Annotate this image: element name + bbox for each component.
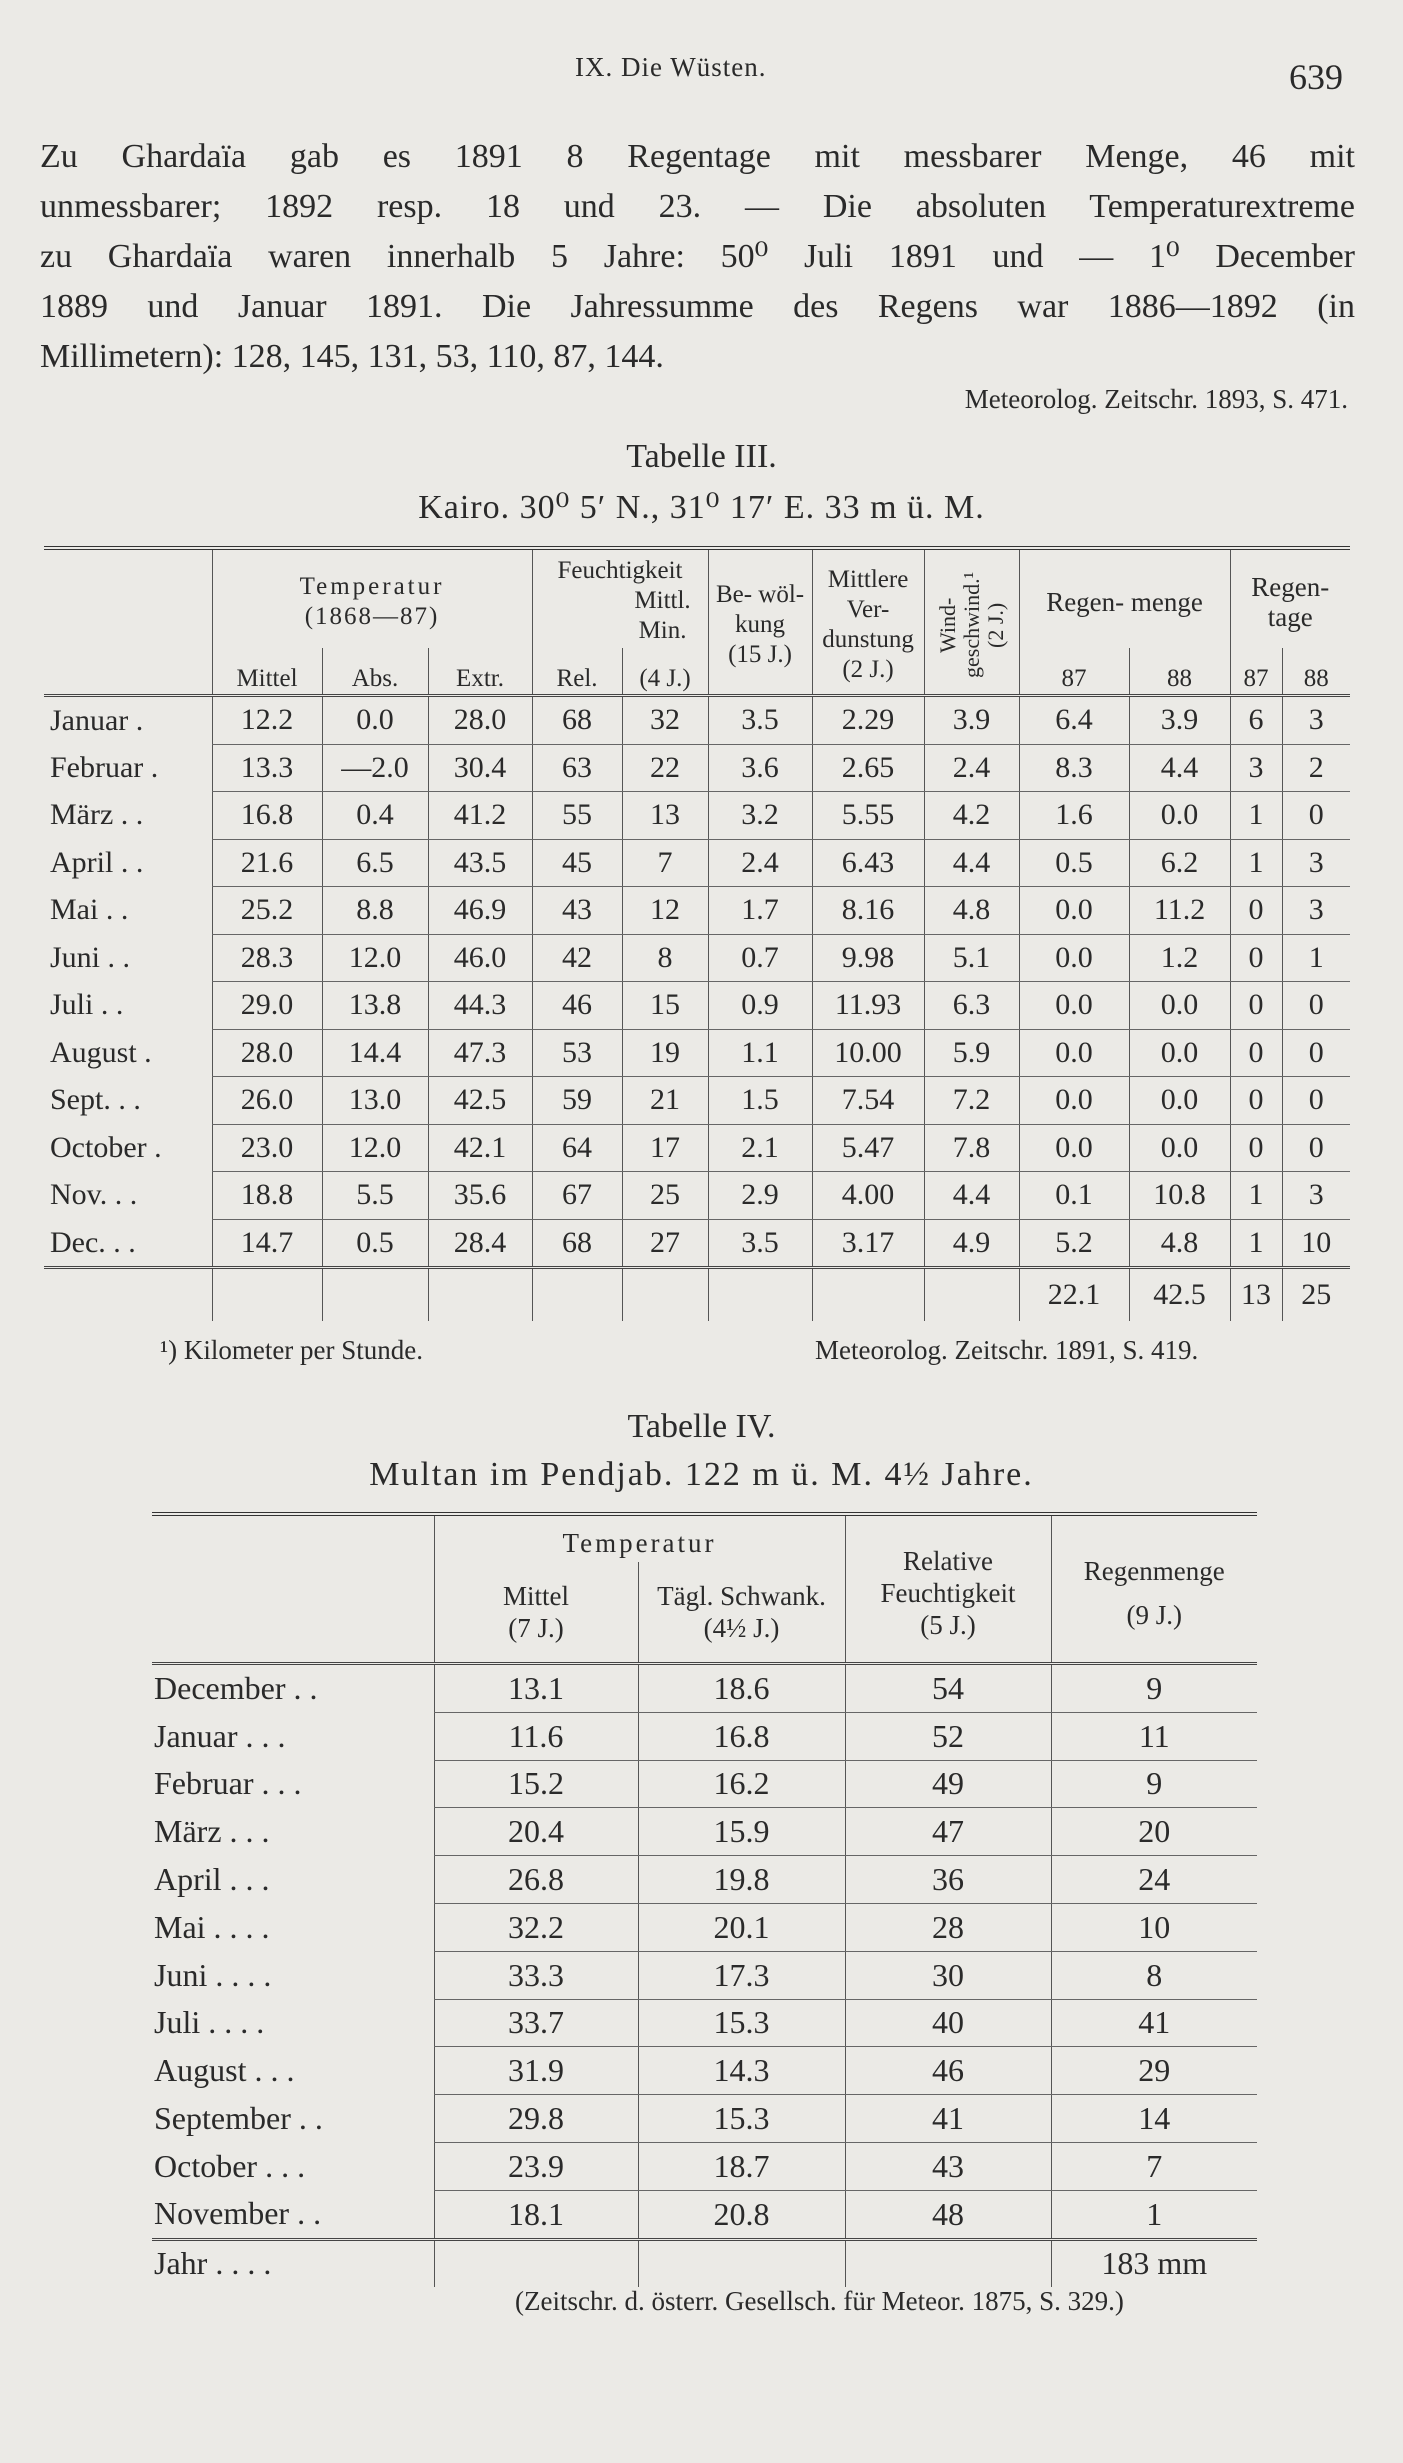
paragraph-line: Millimetern): 128, 145, 131, 53, 110, 87, 144. [40, 338, 664, 375]
row-label: Mai . . . . [154, 1908, 270, 1945]
table-cell: 23.0 [212, 1124, 322, 1172]
table-cell: 14 [1051, 2095, 1257, 2143]
paragraph-source: Meteorolog. Zeitschr. 1893, S. 471. [964, 384, 1348, 414]
table-cell: 40 [845, 1999, 1051, 2047]
table-cell: 0 [1230, 1124, 1282, 1172]
table-row [152, 1664, 1257, 1713]
header-schwank: Tägl. Schwank. (4½ J.) [638, 1562, 845, 1664]
table-cell: 0.5 [1019, 839, 1129, 887]
row-label: Januar . [44, 696, 212, 745]
table-cell: 5.55 [812, 792, 924, 840]
header-regentage: Regen- tage [1230, 548, 1350, 648]
header-month [44, 548, 212, 696]
table-cell: 13.1 [434, 1664, 638, 1713]
table-cell: 0 [1230, 1029, 1282, 1077]
table-row [44, 696, 1350, 745]
table-cell: 53 [532, 1029, 622, 1077]
table-cell: 29.8 [434, 2095, 638, 2143]
table-cell: 30 [845, 1951, 1051, 1999]
chapter-title: IX. Die Wüsten. [575, 52, 767, 82]
table-cell: 10 [1051, 1903, 1257, 1951]
table-cell: 0.4 [322, 792, 428, 840]
table-cell: 32.2 [434, 1903, 638, 1951]
row-label: Juli . . . . [154, 2004, 265, 2041]
header-regentage-88: 88 [1282, 648, 1350, 696]
table-cell: 3 [1230, 744, 1282, 792]
table-cell: 0 [1282, 982, 1350, 1030]
table-cell: 8 [622, 934, 708, 982]
table-cell: 0.0 [322, 696, 428, 745]
table-row [44, 744, 1350, 792]
table-cell: 11.2 [1129, 887, 1230, 935]
table-cell: 5.47 [812, 1124, 924, 1172]
table-cell: 28.4 [428, 1219, 532, 1268]
table-cell: 16.8 [638, 1712, 845, 1760]
row-label: November . . [154, 2195, 322, 2232]
table-cell: 0.0 [1129, 1124, 1230, 1172]
table-cell: 16.8 [212, 792, 322, 840]
table-cell: 0.0 [1129, 792, 1230, 840]
table-cell: 0.0 [1019, 934, 1129, 982]
table-cell: 63 [532, 744, 622, 792]
total-regentage-87: 13 [1230, 1268, 1282, 1322]
table4-caption: Tabelle IV. [627, 1408, 776, 1445]
table-cell: 9 [1051, 1760, 1257, 1808]
body-paragraph [40, 132, 1355, 382]
table-cell: 4.9 [924, 1219, 1019, 1268]
header-regenmenge: Regenmenge (9 J.) [1051, 1514, 1257, 1664]
table-cell: 0.0 [1129, 1029, 1230, 1077]
row-label: December . . [152, 1664, 434, 1713]
table-row [44, 982, 1350, 1030]
table-cell: 0.0 [1129, 982, 1230, 1030]
table-cell: 28.0 [428, 696, 532, 745]
table-row [152, 1808, 1257, 1856]
table3-subtitle: Kairo. 30⁰ 5′ N., 31⁰ 17′ E. 33 m ü. M. [418, 489, 985, 526]
table-cell: 12.0 [322, 934, 428, 982]
table-cell: 0.0 [1129, 1077, 1230, 1125]
table-row [152, 2047, 1257, 2095]
table-cell: 23.9 [434, 2142, 638, 2190]
table-cell: 1.2 [1129, 934, 1230, 982]
table-cell: 13 [622, 792, 708, 840]
paragraph-line: 1889 und Januar 1891. Die Jahressumme des Regens war 1886—1892 (in [40, 288, 1355, 325]
table-cell: 0 [1230, 982, 1282, 1030]
table-cell: 3.6 [708, 744, 812, 792]
table-cell: 30.4 [428, 744, 532, 792]
row-label: Sept. . . [50, 1083, 141, 1117]
table-row [152, 1856, 1257, 1904]
table-cell: 68 [532, 1219, 622, 1268]
row-label: März . . . [154, 1813, 270, 1850]
table-cell: 1 [1051, 2190, 1257, 2239]
row-label: September . . [154, 2100, 323, 2137]
header-regenmenge-87: 87 [1019, 648, 1129, 696]
table-cell: 20.4 [434, 1808, 638, 1856]
table-cell: 1.6 [1019, 792, 1129, 840]
table-cell: 43 [532, 887, 622, 935]
table-cell: 0.9 [708, 982, 812, 1030]
total-regentage-88: 25 [1282, 1268, 1350, 1322]
table-cell: 42.5 [428, 1077, 532, 1125]
table-cell: 28.0 [212, 1029, 322, 1077]
header-feuchtigkeit: Relative Feuchtigkeit (5 J.) [845, 1514, 1051, 1664]
table-cell: 2.1 [708, 1124, 812, 1172]
table-cell: 3 [1282, 1172, 1350, 1220]
table-cell: 41 [845, 2095, 1051, 2143]
table-cell: 48 [845, 2190, 1051, 2239]
table-cell: 9.98 [812, 934, 924, 982]
table-cell: 1.1 [708, 1029, 812, 1077]
table-cell: 35.6 [428, 1172, 532, 1220]
table-cell: 3 [1282, 696, 1350, 745]
table-row [44, 839, 1350, 887]
table-cell: 46.9 [428, 887, 532, 935]
row-label: October . [50, 1130, 162, 1164]
table-cell: 5.9 [924, 1029, 1019, 1077]
table-cell: 54 [845, 1664, 1051, 1713]
table-cell: 14.3 [638, 2047, 845, 2095]
table-cell: 0 [1230, 1077, 1282, 1125]
table-cell: 6.4 [1019, 696, 1129, 745]
table-row [44, 1219, 1350, 1268]
table-cell: 0.5 [322, 1219, 428, 1268]
table-cell: 28.3 [212, 934, 322, 982]
table-cell: 64 [532, 1124, 622, 1172]
table-cell: 47.3 [428, 1029, 532, 1077]
table-cell: 3.9 [924, 696, 1019, 745]
total-regenmenge-88: 42.5 [1129, 1268, 1230, 1322]
table-cell: 31.9 [434, 2047, 638, 2095]
table-cell: 19.8 [638, 1856, 845, 1904]
table-cell: 0.1 [1019, 1172, 1129, 1220]
table-cell: 46 [532, 982, 622, 1030]
table-cell: 3 [1282, 887, 1350, 935]
header-abs: Abs. [322, 648, 428, 696]
table-cell: 0 [1230, 934, 1282, 982]
table-cell: 24 [1051, 1856, 1257, 1904]
table-cell: 0.0 [1019, 1029, 1129, 1077]
table-cell: 4.2 [924, 792, 1019, 840]
table-row [152, 1951, 1257, 1999]
table-row [152, 2095, 1257, 2143]
table-cell: 8.8 [322, 887, 428, 935]
table-cell: 0.0 [1019, 982, 1129, 1030]
table-kairo [44, 546, 1350, 1321]
table-cell: 44.3 [428, 982, 532, 1030]
table-cell: 2 [1282, 744, 1350, 792]
table-cell: 18.8 [212, 1172, 322, 1220]
table-cell: 2.4 [708, 839, 812, 887]
table-cell: 41.2 [428, 792, 532, 840]
table-row [152, 1999, 1257, 2047]
table-cell: 11.93 [812, 982, 924, 1030]
total-label: Jahr . . . . [152, 2239, 434, 2287]
table-cell: 3.5 [708, 1219, 812, 1268]
table-cell: 18.1 [434, 2190, 638, 2239]
table-cell: 1 [1282, 934, 1350, 982]
table-cell: 15.3 [638, 2095, 845, 2143]
table-cell: —2.0 [322, 744, 428, 792]
table-cell: 1.7 [708, 887, 812, 935]
table-cell [638, 2239, 845, 2287]
table-cell: 36 [845, 1856, 1051, 1904]
table-cell: 17 [622, 1124, 708, 1172]
table-cell: 13.0 [322, 1077, 428, 1125]
table-cell: 21.6 [212, 839, 322, 887]
header-regenmenge-88: 88 [1129, 648, 1230, 696]
row-label: Januar . . . [154, 1717, 286, 1754]
table-cell: 15.2 [434, 1760, 638, 1808]
table-cell: 15.9 [638, 1808, 845, 1856]
table-cell: 6.2 [1129, 839, 1230, 887]
page-number: 639 [1289, 57, 1343, 97]
table-kairo-totals [44, 1268, 1350, 1322]
header-bewoelkung: Be- wöl- kung (15 J.) [708, 548, 812, 696]
table-cell: 46.0 [428, 934, 532, 982]
table-cell: 1 [1230, 1219, 1282, 1268]
table-cell: 0.0 [1019, 1077, 1129, 1125]
header-regenmenge: Regen- menge [1019, 548, 1230, 648]
table-cell: 26.8 [434, 1856, 638, 1904]
table-cell [845, 2239, 1051, 2287]
row-label: Juni . . [50, 940, 131, 974]
table-cell: 6 [1230, 696, 1282, 745]
row-label: October . . . [154, 2147, 306, 2184]
table-cell: 1 [1230, 1172, 1282, 1220]
table-cell: 0 [1282, 1124, 1350, 1172]
table-cell: 4.8 [1129, 1219, 1230, 1268]
table-cell: 3.5 [708, 696, 812, 745]
total-value: 183 mm [1051, 2239, 1257, 2287]
row-label: März . . [50, 798, 144, 832]
row-label: Mai . . [50, 893, 129, 927]
row-label: Dec. . . [50, 1225, 136, 1259]
table-cell: 6.3 [924, 982, 1019, 1030]
header-regentage-87: 87 [1230, 648, 1282, 696]
table-cell: 25.2 [212, 887, 322, 935]
row-label: Juli . . [50, 988, 124, 1022]
table-cell: 45 [532, 839, 622, 887]
row-label: Februar . [50, 750, 159, 784]
total-regenmenge-87: 22.1 [1019, 1268, 1129, 1322]
table-cell: 0 [1230, 887, 1282, 935]
table-cell: 7 [1051, 2142, 1257, 2190]
header-feucht-years: (4 J.) [622, 648, 708, 696]
table-cell: 52 [845, 1712, 1051, 1760]
table-cell: 59 [532, 1077, 622, 1125]
table-cell: 6.43 [812, 839, 924, 887]
row-label: Februar . . . [154, 1765, 302, 1802]
table-cell: 20.8 [638, 2190, 845, 2239]
table-cell: 0 [1282, 1077, 1350, 1125]
table-cell: 43 [845, 2142, 1051, 2190]
table-row [44, 887, 1350, 935]
table-row [44, 1172, 1350, 1220]
table3-footnote: ¹) Kilometer per Stunde. [160, 1335, 424, 1365]
table-cell: 46 [845, 2047, 1051, 2095]
table-cell: 1.5 [708, 1077, 812, 1125]
table-cell: 10 [1282, 1219, 1350, 1268]
row-label: August . [50, 1035, 152, 1069]
table-cell: 26.0 [212, 1077, 322, 1125]
running-head [0, 52, 1403, 97]
table-row [44, 792, 1350, 840]
table-cell: 5.5 [322, 1172, 428, 1220]
table-cell: 41 [1051, 1999, 1257, 2047]
row-label: April . . [50, 845, 144, 879]
table-cell: 28 [845, 1903, 1051, 1951]
table-row [44, 1029, 1350, 1077]
table-cell: 7.54 [812, 1077, 924, 1125]
header-temperatur: Temperatur [434, 1514, 845, 1562]
header-temperatur: Temperatur (1868—87) [212, 548, 532, 648]
table-cell: 4.4 [924, 839, 1019, 887]
table-cell: 0.0 [1019, 1124, 1129, 1172]
table-cell: 13.3 [212, 744, 322, 792]
table-cell: 8.16 [812, 887, 924, 935]
table-row [44, 1124, 1350, 1172]
table-kairo-body [44, 696, 1350, 1268]
table-cell: 27 [622, 1219, 708, 1268]
table-cell: 10.8 [1129, 1172, 1230, 1220]
table-cell: 1 [1230, 839, 1282, 887]
table-cell: 8 [1051, 1951, 1257, 1999]
table-cell: 11.6 [434, 1712, 638, 1760]
table-cell: 3 [1282, 839, 1350, 887]
table-cell: 12.0 [322, 1124, 428, 1172]
paragraph-line: Zu Ghardaïa gab es 1891 8 Regentage mit messbarer Menge, 46 mit [40, 138, 1355, 175]
table-cell: 42 [532, 934, 622, 982]
table-row [44, 934, 1350, 982]
table-cell: 42.1 [428, 1124, 532, 1172]
table-cell: 33.7 [434, 1999, 638, 2047]
table-cell: 47 [845, 1808, 1051, 1856]
table-cell: 3.2 [708, 792, 812, 840]
table-cell: 7.8 [924, 1124, 1019, 1172]
table-cell: 8.3 [1019, 744, 1129, 792]
header-verdunstung: Mittlere Ver- dunstung (2 J.) [812, 548, 924, 696]
table-cell: 0.0 [1019, 887, 1129, 935]
table-cell: 19 [622, 1029, 708, 1077]
table-cell: 49 [845, 1760, 1051, 1808]
table-cell: 15 [622, 982, 708, 1030]
paragraph-line: zu Ghardaïa waren innerhalb 5 Jahre: 50⁰ Juli 1891 und — 1⁰ December [40, 238, 1355, 275]
table-cell: 17.3 [638, 1951, 845, 1999]
header-wind: Wind- geschwind.¹ (2 J.) [924, 548, 1019, 696]
table-cell: 68 [532, 696, 622, 745]
table-cell: 16.2 [638, 1760, 845, 1808]
row-label: Juni . . . . [154, 1956, 272, 1993]
table-total-row [152, 2239, 1257, 2287]
table-cell: 14.4 [322, 1029, 428, 1077]
table-cell: 5.1 [924, 934, 1019, 982]
table-row [152, 1903, 1257, 1951]
table-row [152, 2142, 1257, 2190]
table-cell: 0 [1282, 1029, 1350, 1077]
table-cell: 2.65 [812, 744, 924, 792]
row-label: August . . . [154, 2052, 295, 2089]
header-mittel: Mittel (7 J.) [434, 1562, 638, 1664]
table-cell: 4.4 [924, 1172, 1019, 1220]
table-cell: 22 [622, 744, 708, 792]
table-cell: 14.7 [212, 1219, 322, 1268]
table-cell: 4.8 [924, 887, 1019, 935]
table-row [152, 1712, 1257, 1760]
table-cell: 4.00 [812, 1172, 924, 1220]
table-cell: 43.5 [428, 839, 532, 887]
table-cell: 5.2 [1019, 1219, 1129, 1268]
table-multan [152, 1512, 1257, 2287]
header-feuchtigkeit: Feuchtigkeit Mittl. Min. [532, 548, 708, 648]
table-cell: 21 [622, 1077, 708, 1125]
table-cell: 9 [1051, 1664, 1257, 1713]
table-cell: 29 [1051, 2047, 1257, 2095]
header-extr: Extr. [428, 648, 532, 696]
table-row [44, 1077, 1350, 1125]
table-cell: 55 [532, 792, 622, 840]
row-label: April . . . [154, 1861, 270, 1898]
table-cell: 0 [1282, 792, 1350, 840]
table-cell: 12.2 [212, 696, 322, 745]
table-cell: 7.2 [924, 1077, 1019, 1125]
table-row [152, 2190, 1257, 2239]
table-cell: 3.9 [1129, 696, 1230, 745]
table-cell: 11 [1051, 1712, 1257, 1760]
header-month [152, 1514, 434, 1664]
table-cell: 12 [622, 887, 708, 935]
table4-subtitle: Multan im Pendjab. 122 m ü. M. 4½ Jahre. [369, 1456, 1034, 1493]
table4-source: (Zeitschr. d. österr. Gesellsch. für Meteor. 1875, S. 329.) [515, 2286, 1124, 2316]
table-cell: 7 [622, 839, 708, 887]
table3-source: Meteorolog. Zeitschr. 1891, S. 419. [815, 1335, 1199, 1365]
table-cell: 33.3 [434, 1951, 638, 1999]
table-cell: 2.9 [708, 1172, 812, 1220]
table-cell: 15.3 [638, 1999, 845, 2047]
table-cell: 0.7 [708, 934, 812, 982]
table-cell: 2.4 [924, 744, 1019, 792]
table-cell: 18.7 [638, 2142, 845, 2190]
header-rel: Rel. [532, 648, 622, 696]
table-cell: 6.5 [322, 839, 428, 887]
table-cell: 29.0 [212, 982, 322, 1030]
table-cell: 20 [1051, 1808, 1257, 1856]
table-cell: 10.00 [812, 1029, 924, 1077]
table-cell: 18.6 [638, 1664, 845, 1713]
table-cell: 4.4 [1129, 744, 1230, 792]
table-cell: 67 [532, 1172, 622, 1220]
table-cell: 2.29 [812, 696, 924, 745]
table-cell: 13.8 [322, 982, 428, 1030]
table-cell: 32 [622, 696, 708, 745]
table-cell: 3.17 [812, 1219, 924, 1268]
table-multan-body [152, 1664, 1257, 2288]
table3-caption: Tabelle III. [626, 438, 777, 475]
table-cell: 20.1 [638, 1903, 845, 1951]
row-label: Nov. . . [50, 1178, 138, 1212]
table-row [152, 1760, 1257, 1808]
table-cell: 25 [622, 1172, 708, 1220]
table-cell: 1 [1230, 792, 1282, 840]
table-cell [434, 2239, 638, 2287]
header-mittel: Mittel [212, 648, 322, 696]
paragraph-line: unmessbarer; 1892 resp. 18 und 23. — Die absoluten Temperaturextreme [40, 188, 1355, 225]
